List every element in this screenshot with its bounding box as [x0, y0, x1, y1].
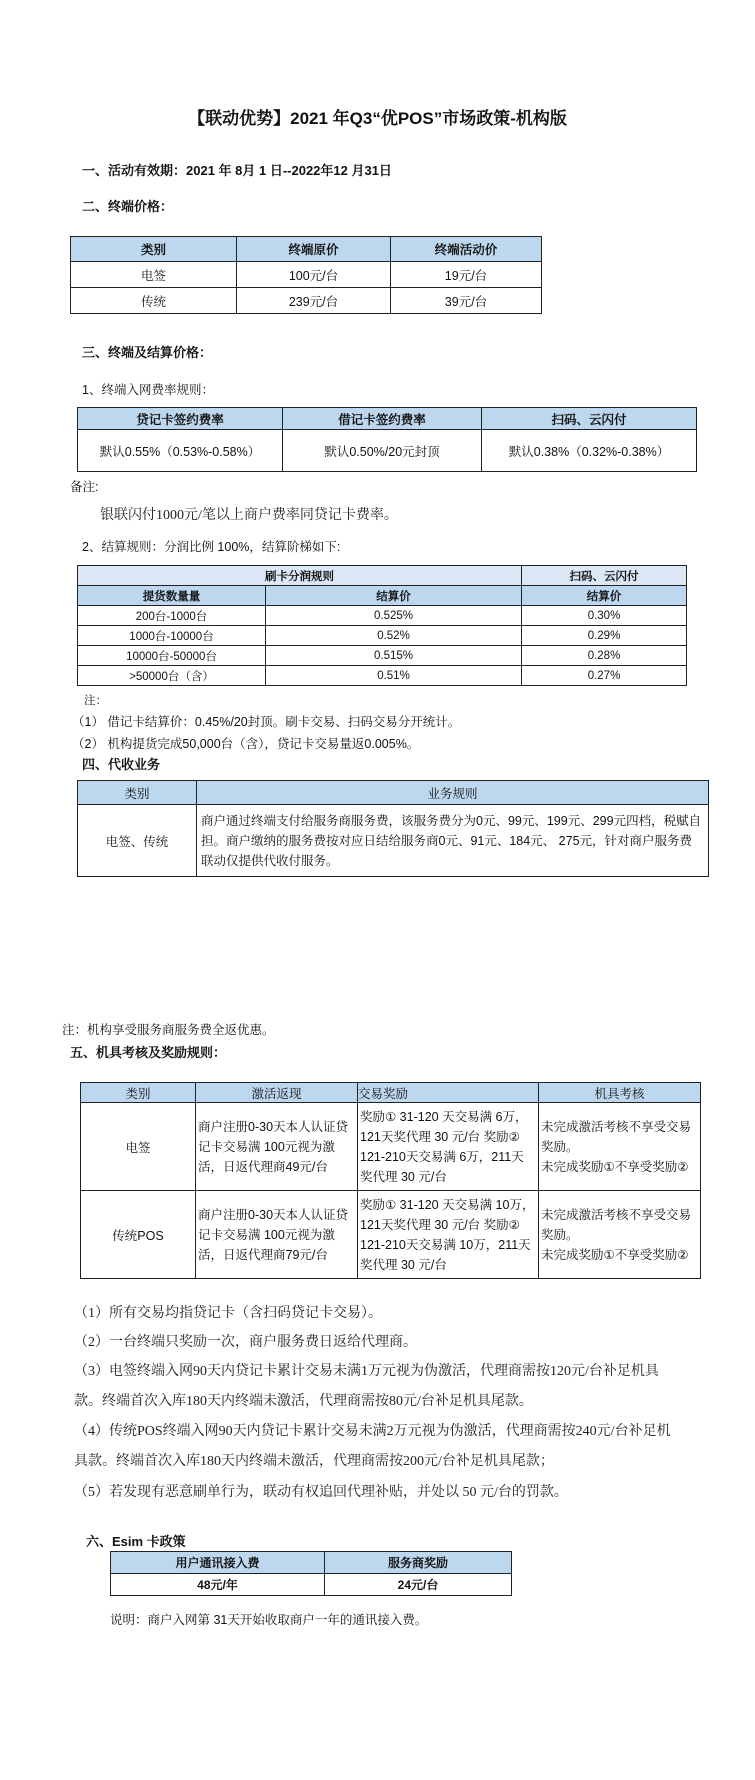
cell: 239元/台	[237, 288, 391, 314]
note-item: （2） 机构提货完成50,000台（含），贷记卡交易量返0.005%。	[72, 737, 420, 751]
section-1-validity: 一、活动有效期：2021 年 8月 1 日--2022年12 月31日	[82, 163, 392, 178]
col-header: 提货数量量	[78, 586, 266, 606]
table-row	[81, 1103, 701, 1191]
cell-line: 未完成激活考核不享受交易奖励。	[541, 1119, 692, 1154]
col-header: 机具考核	[539, 1083, 701, 1103]
note-item: （1） 借记卡结算价：0.45%/20封顶。刷卡交易、扫码交易分开统计。	[72, 715, 461, 729]
rule-item: （4）传统POS终端入网90天内贷记卡累计交易未满2万元视为伪激活，代理商需按240元/台补足机	[74, 1424, 671, 1439]
cell: 0.29%	[522, 626, 687, 646]
cell: 10000台-50000台	[78, 646, 266, 666]
section-4-heading: 四、代收业务	[82, 757, 161, 772]
cell	[539, 1103, 701, 1191]
note-text: 银联闪付1000元/笔以上商户费率同贷记卡费率。	[100, 508, 398, 523]
col-header: 服务商奖励	[325, 1552, 512, 1574]
col-header: 贷记卡签约费率	[78, 408, 283, 430]
col-header: 类别	[81, 1083, 196, 1103]
note-label: 备注:	[70, 480, 99, 494]
cell: 商户通过终端支付给服务商服务费，该服务费分为0元、99元、199元、299元四档，税赋自担。商户缴纳的服务费按对应日结给服务商0元、91元、184元、 275元，针对商户服务费联动仅提供代收付服务。	[197, 805, 709, 877]
col-header: 交易奖励	[358, 1083, 539, 1103]
group-header: 扫码、云闪付	[522, 566, 687, 586]
cell: 电签	[81, 1103, 196, 1191]
cell: 商户注册0-30天本人认证贷记卡交易满 100元视为激活，日返代理商49元/台	[196, 1103, 358, 1191]
table-row	[71, 262, 542, 288]
cell: >50000台（含）	[78, 666, 266, 686]
table-row	[111, 1574, 512, 1596]
section-3-2-heading: 2、结算规则：分润比例 100%，结算阶梯如下:	[82, 540, 341, 554]
collection-table	[77, 780, 709, 877]
cell: 传统POS	[81, 1191, 196, 1279]
table-row	[81, 1191, 701, 1279]
table-row	[78, 805, 709, 877]
cell: 电签	[71, 262, 237, 288]
rule-item: （2）一台终端只奖励一次，商户服务费日返给代理商。	[74, 1335, 417, 1350]
rule-item: 款。终端首次入库180天内终端未激活，代理商需按80元/台补足机具尾款。	[74, 1394, 533, 1409]
cell-line: 未完成奖励①不享受奖励②	[541, 1159, 689, 1174]
col-header: 终端原价	[237, 237, 391, 262]
cell: 默认0.38%（0.32%-0.38%）	[482, 430, 697, 472]
col-header: 借记卡签约费率	[283, 408, 482, 430]
cell: 传统	[71, 288, 237, 314]
page-title: 【联动优势】2021 年Q3“优POS”市场政策-机构版	[188, 109, 567, 128]
cell: 0.51%	[266, 666, 522, 686]
cell: 200台-1000台	[78, 606, 266, 626]
rate-table	[77, 407, 697, 472]
cell: 奖励① 31-120 天交易满 10万，121天奖代理 30 元/台 奖励② 121-210天交易满 10万，211天奖代理 30 元/台	[358, 1191, 539, 1279]
cell: 奖励① 31-120 天交易满 6万，121天奖代理 30 元/台 奖励② 121-210天交易满 6万，211天奖代理 30 元/台	[358, 1103, 539, 1191]
esim-note: 说明：商户入网第 31天开始收取商户一年的通讯接入费。	[110, 1613, 428, 1627]
col-header: 结算价	[522, 586, 687, 606]
col-header: 用户通讯接入费	[111, 1552, 325, 1574]
section-6-heading: 六、Esim 卡政策	[86, 1534, 186, 1549]
cell: 0.27%	[522, 666, 687, 686]
cell: 100元/台	[237, 262, 391, 288]
cell: 0.30%	[522, 606, 687, 626]
rule-item: （1）所有交易均指贷记卡（含扫码贷记卡交易）。	[74, 1306, 382, 1321]
rule-item: （3）电签终端入网90天内贷记卡累计交易未满1万元视为伪激活，代理商需按120元/台补足机具	[74, 1364, 659, 1379]
price-table	[70, 236, 542, 314]
cell: 39元/台	[391, 288, 542, 314]
section-5-heading: 五、机具考核及奖励规则：	[70, 1045, 227, 1060]
rule-item: 具款。终端首次入库180天内终端未激活，代理商需按200元/台补足机具尾款；	[74, 1454, 554, 1469]
col-header: 激活返现	[196, 1083, 358, 1103]
table-row	[78, 666, 687, 686]
cell: 默认0.55%（0.53%-0.58%）	[78, 430, 283, 472]
cell: 商户注册0-30天本人认证贷记卡交易满 100元视为激活，日返代理商79元/台	[196, 1191, 358, 1279]
cell: 0.28%	[522, 646, 687, 666]
cell: 电签、传统	[78, 805, 197, 877]
section-2-heading: 二、终端价格：	[82, 199, 174, 214]
cell-line: 未完成激活考核不享受交易奖励。	[541, 1207, 692, 1242]
section-3-heading: 三、终端及结算价格：	[82, 345, 213, 360]
table-row	[71, 288, 542, 314]
col-header: 结算价	[266, 586, 522, 606]
table-row	[78, 646, 687, 666]
section-3-1-heading: 1、终端入网费率规则：	[82, 383, 214, 397]
cell: 默认0.50%/20元封顶	[283, 430, 482, 472]
col-header: 扫码、云闪付	[482, 408, 697, 430]
reward-table	[80, 1082, 701, 1279]
col-header: 终端活动价	[391, 237, 542, 262]
table-row	[78, 626, 687, 646]
table-row	[78, 430, 697, 472]
cell: 19元/台	[391, 262, 542, 288]
cell: 0.525%	[266, 606, 522, 626]
cell: 1000台-10000台	[78, 626, 266, 646]
cell: 48元/年	[111, 1574, 325, 1596]
note-label: 注：	[84, 695, 107, 707]
cell-line: 未完成奖励①不享受奖励②	[541, 1247, 689, 1262]
table-row	[78, 606, 687, 626]
rule-item: （5）若发现有恶意刷单行为，联动有权追回代理补贴，并处以 50 元/台的罚款。	[74, 1485, 568, 1500]
cell: 24元/台	[325, 1574, 512, 1596]
cell	[539, 1191, 701, 1279]
cell: 0.52%	[266, 626, 522, 646]
col-header: 类别	[71, 237, 237, 262]
note-text: 注：机构享受服务商服务费全返优惠。	[62, 1023, 275, 1037]
col-header: 业务规则	[197, 781, 709, 805]
col-header: 类别	[78, 781, 197, 805]
group-header: 刷卡分润规则	[78, 566, 522, 586]
esim-table	[110, 1551, 512, 1596]
settlement-table	[77, 565, 687, 686]
cell: 0.515%	[266, 646, 522, 666]
